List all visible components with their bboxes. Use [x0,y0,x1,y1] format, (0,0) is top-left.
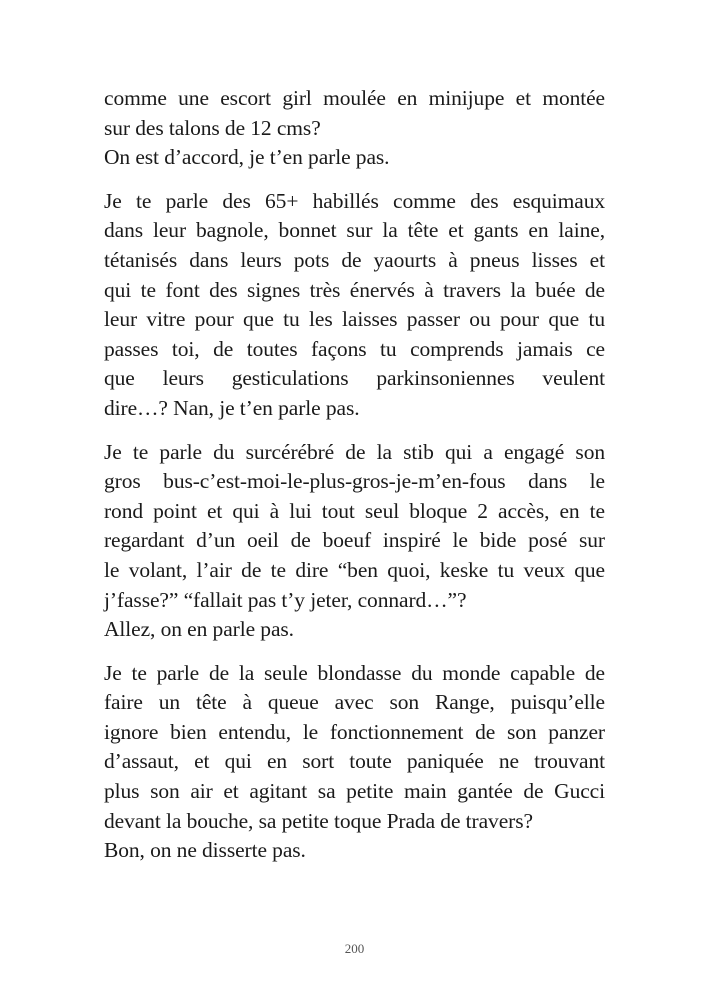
text-line: sur des talons de 12 cms? [104,115,321,140]
text-line: Bon, on ne disserte pas. [104,838,306,863]
text-line: j’fasse?” “fallait pas t’y jeter, connard…”? [104,587,467,612]
text-line: le volant, l’air de te dire “ben quoi, keske tu veux que [104,557,605,582]
text-line: que leurs gesticulations parkinsoniennes veulent [104,366,605,391]
text-line: Je te parle des 65+ habillés comme des esquimaux [104,188,605,213]
text-line: leur vitre pour que tu les laisses passer ou pour que tu [104,307,605,332]
text-line: ignore bien entendu, le fonctionnement de son panzer [104,719,605,744]
paragraph-3 [104,438,605,645]
body-text [104,84,605,880]
page-number: 200 [344,941,365,956]
paragraph-2 [104,187,605,424]
text-line: rond point et qui à lui tout seul bloque 2 accès, en te [104,498,605,523]
text-line: faire un tête à queue avec son Range, puisqu’elle [104,690,605,715]
text-line: dire…? Nan, je t’en parle pas. [104,395,360,420]
text-line: dans leur bagnole, bonnet sur la tête et gants en laine, [104,218,605,243]
text-line: plus son air et agitant sa petite main gantée de Gucci [104,779,605,804]
text-line: devant la bouche, sa petite toque Prada de travers? [104,808,533,833]
text-line: Je te parle du surcérébré de la stib qui a engagé son [104,439,605,464]
text-line: On est d’accord, je t’en parle pas. [104,145,390,170]
paragraph-4 [104,659,605,866]
text-line: regardant d’un oeil de boeuf inspiré le bide posé sur [104,528,605,553]
text-line: comme une escort girl moulée en minijupe et montée [104,86,605,110]
text-line: Je te parle de la seule blondasse du monde capable de [104,660,605,685]
text-line: tétanisés dans leurs pots de yaourts à pneus lisses et [104,247,605,272]
text-line: passes toi, de toutes façons tu comprends jamais ce [104,336,605,361]
text-line: qui te font des signes très énervés à travers la buée de [104,277,605,302]
text-line: gros bus-c’est-moi-le-plus-gros-je-m’en-fous dans le [104,469,605,494]
text-line: d’assaut, et qui en sort toute paniquée ne trouvant [104,749,605,774]
text-line: Allez, on en parle pas. [104,617,294,642]
paragraph-1 [104,84,605,173]
